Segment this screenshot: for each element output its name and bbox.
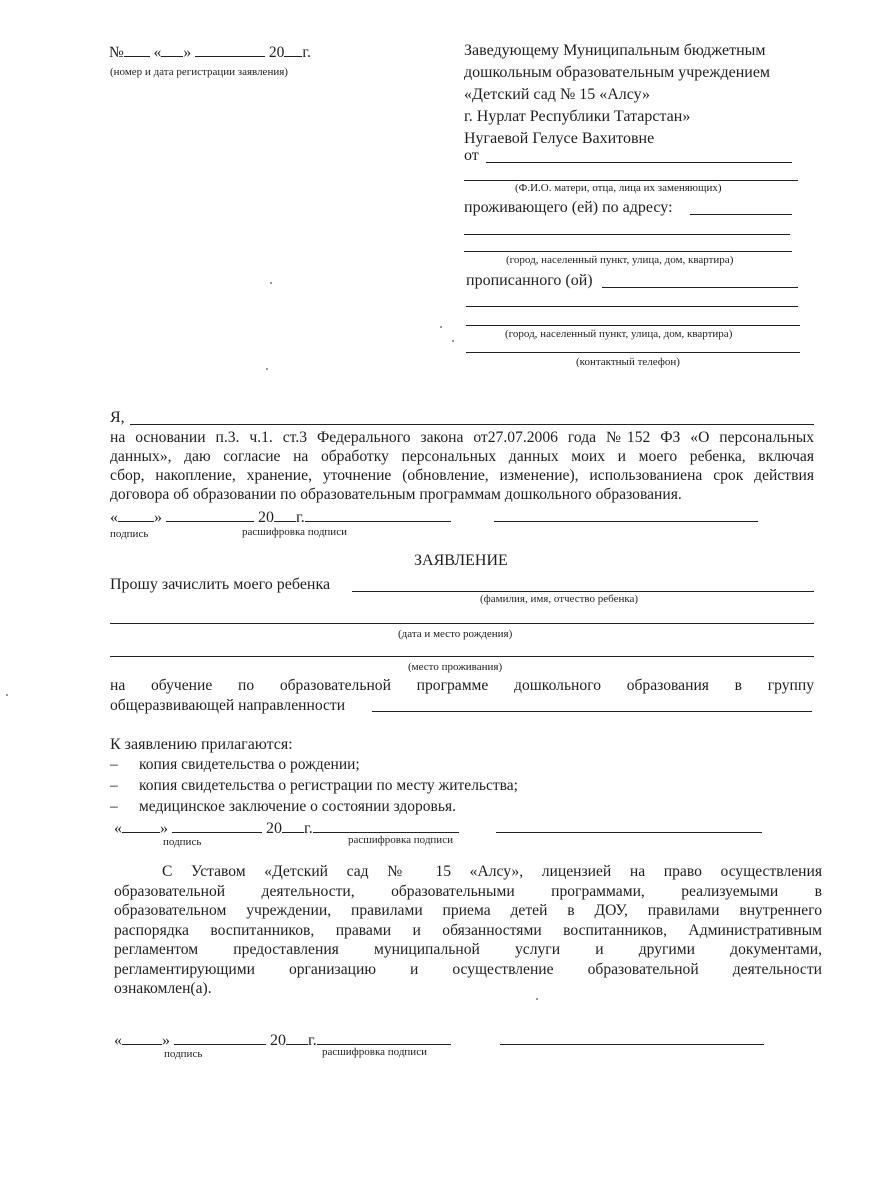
- study-line-1: на обучение по образовательной программе дошкольного образования в группу: [110, 677, 814, 694]
- registration-line: № « » 20 г.: [109, 44, 311, 61]
- consent-line-1: на основании п.3. ч.1. ст.3 Федерального закона от27.07.2006 года №152 ФЗ «О персональных: [110, 429, 814, 446]
- dash-2: –: [110, 777, 118, 794]
- living-address-field-2[interactable]: [464, 234, 790, 235]
- attachment-3: медицинское заключение о состоянии здоровья.: [139, 798, 456, 815]
- addressee-line-4: г. Нурлат Республики Татарстан»: [464, 108, 691, 125]
- consent-sign-caption: подпись: [110, 528, 149, 540]
- application-month-field[interactable]: [172, 818, 262, 833]
- number-sign: №: [109, 44, 124, 61]
- acquaint-day-field[interactable]: [122, 1030, 162, 1045]
- registered-address-field-3[interactable]: [466, 325, 800, 326]
- acquaint-line-2: образовательной деятельности, образовательными программами, реализуемыми в: [114, 882, 822, 900]
- acquaint-decode-field[interactable]: [500, 1044, 764, 1045]
- birth-field[interactable]: [110, 623, 814, 624]
- application-date-line: « » 20 г.: [114, 818, 459, 838]
- reg-number-field[interactable]: [124, 42, 150, 57]
- consent-ya: Я,: [110, 409, 125, 426]
- phone-caption: (контактный телефон): [576, 356, 680, 368]
- acquaint-line-3: образовательном учреждении, правилами приема детей в ДОУ, правилами внутреннего: [114, 902, 822, 919]
- application-signature-field[interactable]: [313, 818, 459, 833]
- living-address-field-3[interactable]: [464, 251, 792, 252]
- scan-speck: [266, 368, 268, 370]
- attachment-2: копия свидетельства о регистрации по месту жительства;: [139, 777, 518, 794]
- reg-month-field[interactable]: [195, 42, 265, 57]
- scan-speck: [536, 998, 538, 1000]
- consent-month-field[interactable]: [166, 507, 254, 522]
- consent-signature-field[interactable]: [305, 507, 451, 522]
- reg-year-field[interactable]: [284, 42, 302, 57]
- scan-speck: [440, 326, 442, 328]
- attachment-1: копия свидетельства о рождении;: [139, 756, 360, 773]
- application-day-field[interactable]: [122, 818, 160, 833]
- residence-caption: (место проживания): [408, 661, 503, 673]
- ask-label: Прошу зачислить моего ребенка: [110, 576, 331, 593]
- fio-caption: (Ф.И.О. матери, отца, лица их заменяющих): [515, 182, 722, 194]
- addressee-line-1: Заведующему Муниципальным бюджетным: [464, 42, 766, 59]
- addressee-line-3: «Детский сад № 15 «Алсу»: [464, 86, 651, 103]
- consent-date-line: « » 20 г.: [110, 507, 451, 527]
- consent-paragraph: [110, 428, 814, 504]
- consent-day-field[interactable]: [118, 507, 154, 522]
- reg-day-field[interactable]: [161, 42, 183, 57]
- addressee-line-5: Нугаевой Гелусе Вахитовне: [464, 130, 655, 147]
- acquaint-line-5: регламентом предоставления муниципальной услуги и другими документами,: [114, 941, 822, 958]
- consent-line-4: договора об образовании по образовательным программам дошкольного образования.: [110, 486, 682, 503]
- application-title: ЗАЯВЛЕНИЕ: [414, 552, 508, 569]
- consent-line-2: данных», даю согласие на обработку персональных данных моих и моего ребенка, включая: [110, 448, 814, 465]
- scan-speck: [270, 282, 272, 284]
- addressee-line-2: дошкольным образовательным учреждением: [464, 64, 771, 81]
- acquaint-date-line: « » 20 г.: [114, 1030, 451, 1050]
- registered-address-field[interactable]: [602, 287, 798, 288]
- registration-caption: (номер и дата регистрации заявления): [110, 66, 288, 78]
- acquaint-line-6: регламентирующими организацию и осуществление образовательной деятельности: [114, 960, 822, 978]
- consent-decode-caption: расшифровка подписи: [242, 526, 347, 538]
- application-decode-caption: расшифровка подписи: [348, 834, 453, 846]
- child-name-caption: (фамилия, имя, отчество ребенка): [480, 593, 639, 605]
- living-address-label: проживающего (ей) по адресу:: [464, 199, 673, 216]
- phone-field[interactable]: [466, 352, 800, 353]
- acquaint-line-1: С Уставом «Детский сад № 15 «Алсу», лицензией на право осуществления: [162, 863, 822, 880]
- living-address-field[interactable]: [690, 214, 792, 215]
- residence-field[interactable]: [110, 656, 814, 657]
- scan-speck: [452, 340, 454, 342]
- registered-address-field-2[interactable]: [466, 306, 798, 307]
- child-name-field[interactable]: [352, 591, 814, 592]
- acquaint-line-4: распорядка воспитанников, правами и обязанностями воспитанников, Административным: [114, 921, 822, 939]
- application-decode-field[interactable]: [496, 832, 762, 833]
- study-paragraph: [110, 676, 814, 716]
- acquaint-paragraph: [114, 862, 822, 999]
- dash-1: –: [110, 756, 118, 773]
- acquaint-year-field[interactable]: [286, 1030, 308, 1045]
- acquaint-sign-caption: подпись: [164, 1048, 203, 1060]
- living-address-caption: (город, населенный пункт, улица, дом, квартира): [506, 254, 734, 266]
- study-line-2: общеразвивающей направленности: [110, 697, 346, 714]
- acquaint-signature-field[interactable]: [317, 1030, 451, 1045]
- consent-line-3: сбор, накопление, хранение, уточнение (обновление, изменение), использованиена срок действия: [110, 467, 814, 484]
- registered-address-caption: (город, населенный пункт, улица, дом, квартира): [505, 328, 733, 340]
- from-name-field[interactable]: [486, 162, 792, 163]
- application-sign-caption: подпись: [163, 836, 202, 848]
- birth-caption: (дата и место рождения): [398, 628, 513, 640]
- consent-decode-field[interactable]: [494, 521, 758, 522]
- from-label: от: [464, 147, 479, 164]
- registered-address-label: прописанного (ой): [466, 272, 593, 289]
- group-field[interactable]: [372, 711, 812, 712]
- dash-3: –: [110, 798, 118, 815]
- scan-speck: [6, 694, 8, 696]
- consent-name-field[interactable]: [130, 424, 814, 425]
- acquaint-month-field[interactable]: [174, 1030, 266, 1045]
- consent-year-field[interactable]: [274, 507, 296, 522]
- from-name-field-2[interactable]: [464, 180, 798, 181]
- acquaint-line-7: ознакомлен(а).: [114, 980, 212, 997]
- acquaint-decode-caption: расшифровка подписи: [322, 1046, 427, 1058]
- application-year-field[interactable]: [282, 818, 304, 833]
- attachments-title: К заявлению прилагаются:: [110, 736, 293, 753]
